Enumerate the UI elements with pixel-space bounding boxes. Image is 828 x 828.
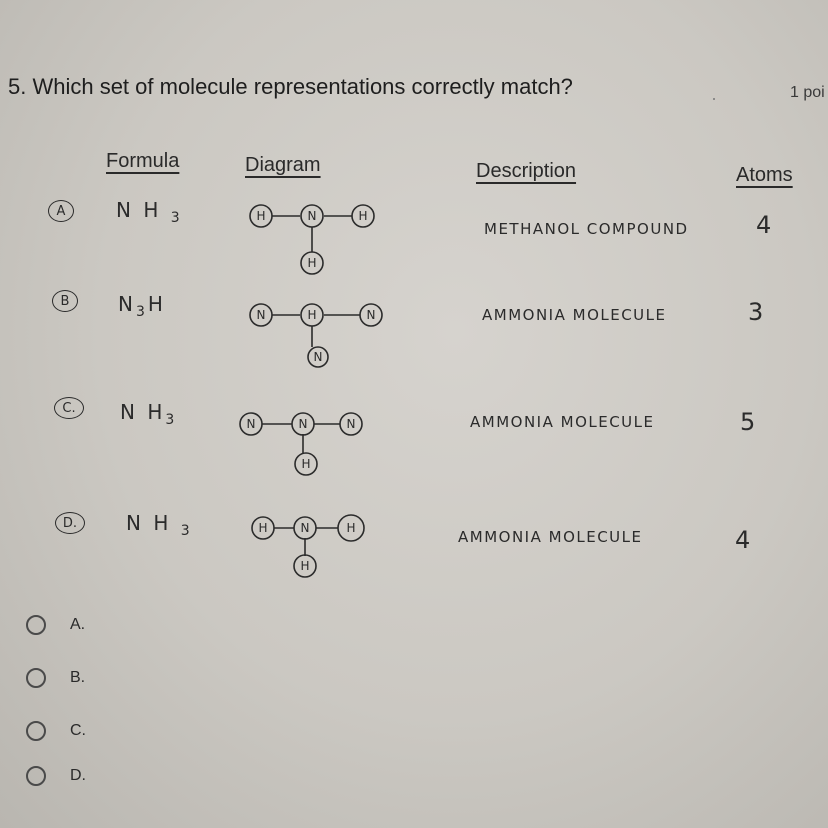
atom-symbol: N [300, 521, 310, 535]
atom-symbol: N [366, 308, 376, 322]
row-letter: B [52, 290, 78, 312]
description-text: AMMONIA MOLECULE [458, 528, 643, 546]
atom-count: 5 [740, 408, 756, 436]
formula-text: N H $_3$ [116, 198, 183, 226]
atom-symbol: H [358, 209, 368, 223]
atom-count: 3 [748, 298, 764, 326]
choice-label: D. [70, 767, 86, 784]
formula-text: $N_3H$ [118, 292, 166, 320]
atom-symbol: H [307, 308, 317, 322]
points-label: 1 poi [790, 84, 825, 101]
atom-symbol: H [258, 521, 268, 535]
choice-label: C. [70, 722, 86, 739]
answer-choice[interactable] [26, 766, 86, 786]
choice-label: A. [70, 616, 86, 633]
atom-symbol: N [346, 417, 356, 431]
atom-symbol: N [246, 417, 256, 431]
atom-count: 4 [756, 211, 772, 239]
choice-label: B. [70, 669, 86, 686]
row-letter: A [48, 200, 74, 222]
radio-button[interactable] [26, 721, 46, 741]
stray-mark [713, 98, 715, 100]
atom-count: 4 [735, 526, 751, 554]
molecule-diagram [240, 412, 390, 482]
atom-symbol: H [300, 559, 310, 573]
header-formula: Formula [106, 150, 180, 172]
radio-button[interactable] [26, 615, 46, 635]
atom-symbol: N [313, 350, 323, 364]
header-description: Description [476, 160, 577, 182]
atom-symbol: H [346, 521, 356, 535]
radio-button[interactable] [26, 766, 46, 786]
header-diagram: Diagram [245, 154, 321, 176]
answer-choice[interactable] [26, 615, 85, 635]
question-text: 5. Which set of molecule representations correctly match? [8, 74, 573, 99]
row-letter: D. [55, 512, 85, 534]
atom-symbol: H [307, 256, 317, 270]
atom-symbol: N [307, 209, 317, 223]
molecule-diagram [250, 200, 390, 280]
molecule-diagram [250, 299, 400, 379]
description-text: AMMONIA MOLECULE [470, 413, 655, 431]
atom-symbol: N [256, 308, 266, 322]
description-text: METHANOL COMPOUND [484, 220, 689, 238]
description-text: AMMONIA MOLECULE [482, 306, 667, 324]
atom-symbol: H [301, 457, 311, 471]
answer-choice[interactable] [26, 721, 86, 741]
formula-text: N H $_3$ [126, 511, 193, 539]
header-atoms: Atoms [736, 164, 793, 186]
radio-button[interactable] [26, 668, 46, 688]
formula-text: N $H_3$ [120, 400, 178, 428]
row-letter: C. [54, 397, 84, 419]
atom-symbol: H [256, 209, 266, 223]
atom-symbol: N [298, 417, 308, 431]
answer-choice[interactable] [26, 668, 85, 688]
molecule-diagram [252, 516, 402, 586]
